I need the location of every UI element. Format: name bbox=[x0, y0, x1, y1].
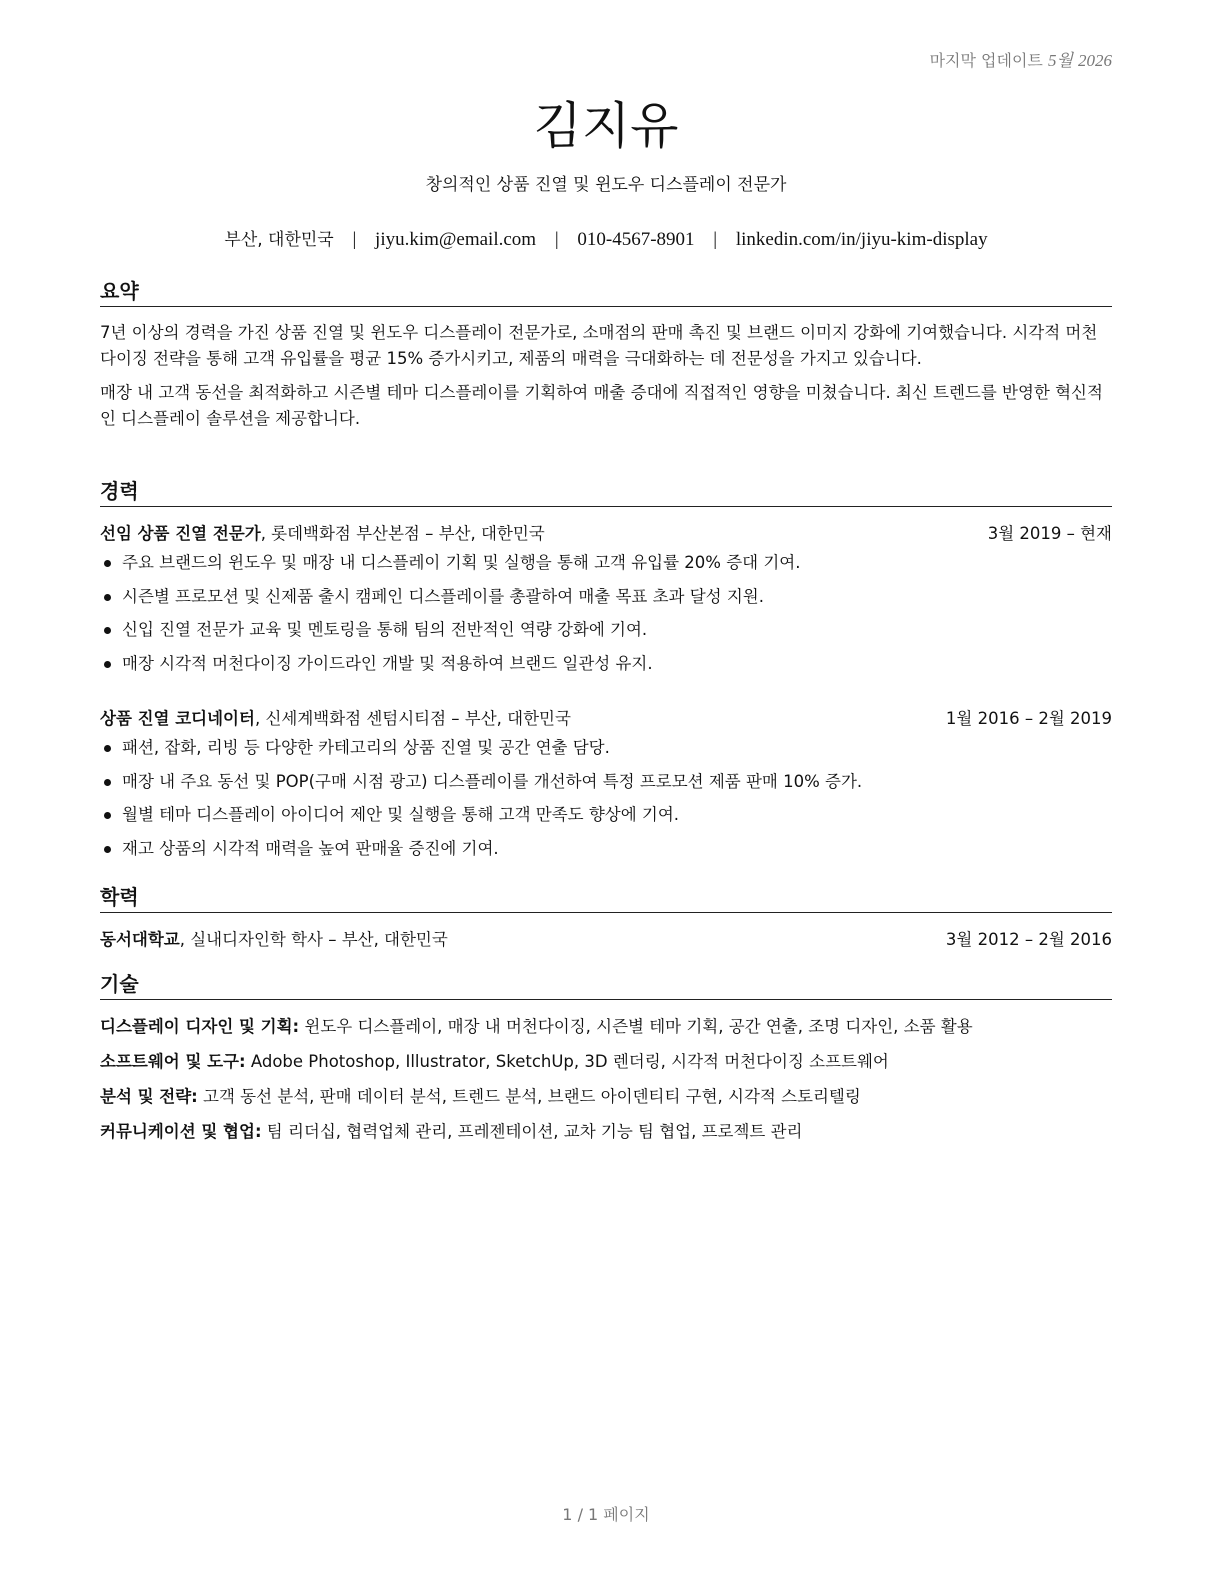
skill-line bbox=[100, 1119, 1112, 1145]
skill-label: 소프트웨어 및 도구: bbox=[100, 1052, 246, 1071]
skill-label: 분석 및 전략: bbox=[100, 1087, 198, 1106]
candidate-tagline: 창의적인 상품 진열 및 윈도우 디스플레이 전문가 bbox=[425, 175, 787, 195]
job-org: , 롯데백화점 부산본점 – 부산, 대한민국 bbox=[260, 524, 545, 543]
skill-line bbox=[100, 1084, 1112, 1110]
list-item: 매장 시각적 머천다이징 가이드라인 개발 및 적용하여 브랜드 일관성 유지. bbox=[100, 651, 1112, 677]
last-updated bbox=[930, 46, 1112, 71]
list-item: 패션, 잡화, 리빙 등 다양한 카테고리의 상품 진열 및 공간 연출 담당. bbox=[100, 735, 1112, 761]
skill-label: 디스플레이 디자인 및 기획: bbox=[100, 1017, 300, 1036]
job-entry bbox=[100, 521, 1112, 684]
list-item: 매장 내 주요 동선 및 POP(구매 시점 광고) 디스플레이를 개선하여 특정 프로모션 제품 판매 10% 증가. bbox=[100, 769, 1112, 795]
job-header bbox=[100, 706, 1112, 732]
list-item: 시즌별 프로모션 및 신제품 출시 캠페인 디스플레이를 총괄하여 매출 목표 초과 달성 지원. bbox=[100, 584, 1112, 610]
contact-linkedin[interactable]: linkedin.com/in/jiyu-kim-display bbox=[735, 229, 988, 250]
candidate-name: 김지유 bbox=[533, 97, 679, 155]
job-title-org bbox=[100, 521, 545, 547]
section-title-education: 학력 bbox=[100, 884, 1112, 913]
job-role: 상품 진열 코디네이터 bbox=[100, 709, 255, 728]
education-detail: , 실내디자인학 학사 – 부산, 대한민국 bbox=[179, 930, 448, 949]
contact-separator: | bbox=[554, 229, 559, 250]
job-header bbox=[100, 521, 1112, 547]
summary-paragraph: 매장 내 고객 동선을 최적화하고 시즌별 테마 디스플레이를 기획하여 매출 증대에 직접적인 영향을 미쳤습니다. 최신 트렌드를 반영한 혁신적인 디스플레이 솔루션을 제공합니다. bbox=[100, 383, 1103, 428]
list-item: 주요 브랜드의 윈도우 및 매장 내 디스플레이 기획 및 실행을 통해 고객 유입률 20% 증대 기여. bbox=[100, 550, 1112, 576]
skill-value: 윈도우 디스플레이, 매장 내 머천다이징, 시즌별 테마 기획, 공간 연출, 조명 디자인, 소품 활용 bbox=[299, 1017, 973, 1036]
resume-page bbox=[100, 0, 1112, 1584]
contact-separator: | bbox=[352, 229, 357, 250]
section-title-summary: 요약 bbox=[100, 278, 1112, 307]
education-date: 3월 2012 – 2월 2016 bbox=[945, 930, 1112, 949]
contact-email[interactable]: jiyu.kim@email.com bbox=[375, 229, 537, 250]
section-title-skills: 기술 bbox=[100, 971, 1112, 1000]
skill-value: 팀 리더십, 협력업체 관리, 프레젠테이션, 교차 기능 팀 협업, 프로젝트 관리 bbox=[261, 1122, 803, 1141]
section-title-experience: 경력 bbox=[100, 478, 1112, 507]
list-item: 신입 진열 전문가 교육 및 멘토링을 통해 팀의 전반적인 역량 강화에 기여. bbox=[100, 617, 1112, 643]
page-number: 1 / 1 페이지 bbox=[562, 1505, 650, 1524]
skills-block bbox=[100, 1014, 1112, 1154]
skill-line bbox=[100, 1049, 1112, 1075]
education-school-detail bbox=[100, 927, 448, 953]
education-header bbox=[100, 927, 1112, 953]
education-school: 동서대학교 bbox=[100, 930, 180, 949]
job-bullets bbox=[100, 735, 1112, 862]
contact-separator: | bbox=[713, 229, 718, 250]
summary-paragraph: 7년 이상의 경력을 가진 상품 진열 및 윈도우 디스플레이 전문가로, 소매점의 판매 촉진 및 브랜드 이미지 강화에 기여했습니다. 시각적 머천다이징 전략을 통해 고객 유입률을 평균 15% 증가시키고, 제품의 매력을 극대화하는 데 전문성을 가지고 있습니다. bbox=[100, 323, 1098, 368]
job-org: , 신세계백화점 센텀시티점 – 부산, 대한민국 bbox=[254, 709, 571, 728]
list-item: 월별 테마 디스플레이 아이디어 제안 및 실행을 통해 고객 만족도 향상에 기여. bbox=[100, 802, 1112, 828]
skill-label: 커뮤니케이션 및 협업: bbox=[100, 1122, 262, 1141]
job-role: 선임 상품 진열 전문가 bbox=[100, 524, 261, 543]
last-updated-label: 마지막 업데이트 bbox=[929, 51, 1043, 70]
summary-block bbox=[100, 320, 1112, 440]
job-bullets bbox=[100, 550, 1112, 677]
contact-phone: 010-4567-8901 bbox=[577, 229, 695, 250]
education-entry bbox=[100, 927, 1112, 953]
job-entry bbox=[100, 706, 1112, 869]
job-date: 1월 2016 – 2월 2019 bbox=[945, 709, 1112, 728]
job-title-org bbox=[100, 706, 571, 732]
skill-value: Adobe Photoshop, Illustrator, SketchUp, 3D 렌더링, 시각적 머천다이징 소프트웨어 bbox=[245, 1052, 889, 1071]
last-updated-year: 2026 bbox=[1078, 51, 1112, 70]
contact-line bbox=[100, 225, 1112, 251]
last-updated-month: 5월 bbox=[1047, 51, 1073, 70]
skill-line bbox=[100, 1014, 1112, 1040]
contact-location: 부산, 대한민국 bbox=[224, 230, 334, 250]
skill-value: 고객 동선 분석, 판매 데이터 분석, 트렌드 분석, 브랜드 아이덴티티 구현, 시각적 스토리텔링 bbox=[197, 1087, 861, 1106]
list-item: 재고 상품의 시각적 매력을 높여 판매율 증진에 기여. bbox=[100, 836, 1112, 862]
job-date: 3월 2019 – 현재 bbox=[987, 524, 1112, 543]
